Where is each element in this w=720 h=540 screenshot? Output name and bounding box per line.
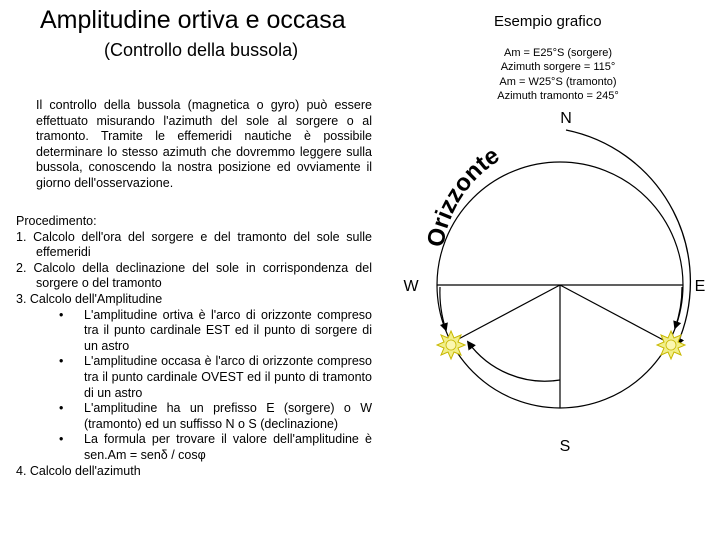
bullet-dot: • (59, 354, 64, 369)
sunset-line (451, 285, 560, 343)
sunset-azimuth-arc (468, 342, 560, 381)
example-line: Am = E25°S (sorgere) (503, 47, 613, 59)
procedure-step: 4. Calcolo dell'azimuth (16, 463, 141, 478)
example-title: Esempio grafico (494, 13, 602, 30)
page-title: Amplitudine ortiva e occasa (40, 6, 346, 34)
bullet-text: L'amplitudine ortiva è l'arco di orizzonte compreso tra il punto cardinale EST ed il punto di sorgere di un astro (84, 307, 372, 353)
horizon-label (422, 142, 504, 249)
example-line: Azimuth tramonto = 245° (497, 89, 619, 102)
example-values (478, 46, 638, 103)
procedure-list (16, 214, 372, 479)
sunrise-sun-icon (657, 331, 685, 359)
bullet-text: L'amplitudine ha un prefisso E (sorgere) o W (tramonto) ed un suffisso N o S (declinazione) (84, 401, 372, 431)
procedure-bullet (16, 308, 372, 355)
north-label: N (560, 110, 572, 127)
sunset-sun-icon (437, 331, 465, 359)
bullet-dot: • (59, 401, 64, 416)
south-label: S (559, 438, 571, 455)
west-label: W (403, 278, 419, 295)
example-line: Azimuth sorgere = 115° (500, 61, 616, 74)
bullet-text: La formula per trovare il valore dell'amplitudine è sen.Am = senδ / cosφ (84, 432, 372, 462)
procedure-bullet (16, 432, 372, 463)
sunrise-line (560, 285, 669, 343)
bullet-text: L'amplitudine occasa è l'arco di orizzonte compreso tra il punto cardinale OVEST ed il punto di tramonto di un astro (84, 354, 372, 400)
procedure-step: 2. Calcolo della declinazione del sole in corrispondenza del sorgere o del tramonto (16, 260, 372, 291)
procedure-bullet (16, 401, 372, 432)
example-line: Am = W25°S (tramonto) (499, 75, 617, 88)
procedure-bullet (16, 354, 372, 401)
procedure-step: 3. Calcolo dell'Amplitudine (16, 291, 163, 306)
sunrise-azimuth-arc (566, 130, 690, 345)
horizon-label-text: Orizzonte (422, 141, 505, 250)
compass-diagram (400, 100, 720, 540)
procedure-heading: Procedimento: (16, 214, 97, 228)
bullet-dot: • (59, 307, 64, 322)
bullet-dot: • (59, 432, 64, 447)
east-label: E (694, 278, 706, 295)
procedure-step: 1. Calcolo dell'ora del sorgere e del tramonto del sole sulle effemeridi (16, 229, 372, 260)
page-subtitle: (Controllo della bussola) (104, 40, 299, 60)
intro-paragraph: Il controllo della bussola (magnetica o gyro) può essere effettuato misurando l'azimuth del sole al sorgere o al tramonto. Tramite le effemeridi nautiche è possibile determinare lo stesso azimuth che dovremmo leggere sulla bussola, conoscendo la nostra posizione ed ovviamente il giorno dell'osservazione. (36, 98, 372, 190)
